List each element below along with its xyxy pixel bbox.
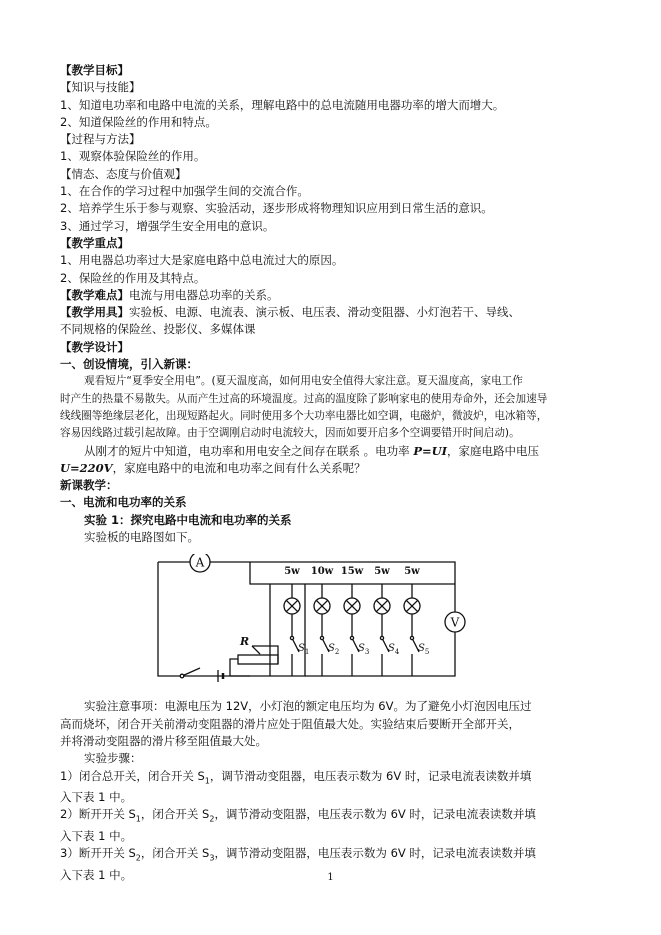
heading-emotion-attitude: 【情态、态度与价值观】: [60, 166, 187, 181]
switch-2-pivot: [320, 637, 323, 640]
question-text-c: ，家庭电路中的电流和电功率之间有什么关系呢？: [112, 460, 366, 475]
intro-paragraph-line-2: 时产生的热量不易散失。从而产生过高的环境温度。过高的温度除了影响家电的使用寿命外，还会加速导: [60, 392, 548, 405]
step-2-text-b: ，闭合开关 S: [140, 807, 210, 822]
switch-1-pivot: [290, 637, 293, 640]
switch-3-subscript: 3: [364, 648, 370, 657]
step-1-text-a: 1）闭合总开关，闭合开关 S: [60, 768, 205, 783]
rail-join: [250, 562, 270, 584]
step-3-line-2: 入下表 1 中。: [60, 867, 133, 882]
page-number: 1: [327, 872, 334, 883]
switch-3-pivot: [350, 637, 353, 640]
section-2-title: 一、电流和电功率的关系: [60, 495, 187, 510]
intro-paragraph-line-4: 容易因线路过载引起故障。由于空调刚启动时电流较大，因而如要开启多个空调要错开时间启动)。: [60, 427, 520, 440]
question-text-a: 从刚才的短片中知道，电功率和用电安全之间存在联系 。电功率: [84, 443, 414, 458]
switch-5-subscript: 5: [424, 648, 430, 657]
emotion-item-1: 1、在合作的学习过程中加强学生间的交流合作。: [60, 184, 309, 199]
rheostat-body: [238, 655, 278, 664]
step-3-sub-2: 3: [209, 853, 215, 863]
heading-key-points: 【教学重点】: [60, 235, 129, 250]
main-switch-pivot: [180, 675, 184, 679]
notes-line-3: 并将滑动变阻器的滑片移至阻值最大处。: [60, 733, 267, 748]
step-1-text-b: ，调节滑动变阻器，电压表示数为 6V 时，记录电流表读数并填: [209, 768, 532, 783]
switch-2-subscript: 2: [334, 648, 340, 657]
switch-4-subscript: 4: [394, 648, 400, 657]
new-lesson-heading: 新课教学：: [60, 478, 118, 493]
emotion-item-3: 3、通过学习，增强学生安全用电的意识。: [60, 218, 275, 233]
key-point-2: 2、保险丝的作用及其特点。: [60, 270, 206, 285]
heading-difficulty: 【教学难点】: [60, 287, 129, 302]
switch-5-pivot: [410, 637, 413, 640]
notes-line-1: 实验注意事项：电源电压为 12V，小灯泡的额定电压均为 6V。为了避免小灯泡因电压过: [84, 699, 532, 714]
heading-teaching-design: 【教学设计】: [60, 339, 129, 354]
board-caption: 实验板的电路图如下。: [84, 530, 199, 545]
intro-paragraph-line-1: 观看短片“夏季安全用电”。(夏天温度高，如何用电安全值得大家注意。夏天温度高，家电工作: [84, 375, 523, 388]
lamp-3-power-label: 15w: [340, 566, 364, 578]
question-paragraph-line-1: [60, 443, 605, 460]
question-text-b: ，家庭电路中电压: [447, 443, 540, 458]
rheostat-slider: [252, 646, 260, 654]
document-page: [60, 62, 605, 884]
step-3-text-b: ，闭合开关 S: [140, 846, 210, 861]
switch-5-label: $S_5$: [418, 643, 430, 657]
question-paragraph-line-2: [60, 460, 605, 477]
switch-1-label: $S_1$: [298, 643, 310, 657]
steps-title: 实验步骤：: [84, 751, 142, 766]
step-2-text-c: ，调节滑动变阻器，电压表示数为 6V 时，记录电流表读数并填: [214, 807, 536, 822]
power-formula: P=UI: [413, 443, 448, 458]
heading-process-method: 【过程与方法】: [60, 132, 141, 147]
step-1-line-2: 入下表 1 中。: [60, 790, 133, 805]
difficulty-line: [60, 287, 605, 304]
process-item-1: 1、观察体验保险丝的作用。: [60, 149, 206, 164]
intro-paragraph-line-3: 线线圈等绝缘层老化，出现短路起火。同时使用多个大功率电器比如空调，电磁炉，微波炉，电冰箱等，: [60, 409, 548, 422]
heading-teaching-goals: 【教学目标】: [60, 63, 129, 77]
lamp-4-power-label: 5w: [374, 566, 390, 578]
heading-tools: 【教学用具】: [60, 305, 129, 320]
lamp-5-power-label: 5w: [404, 566, 420, 578]
switch-1-subscript: 1: [304, 648, 310, 657]
switch-4-pivot: [380, 637, 383, 640]
knowledge-item-2: 2、知道保险丝的作用和特点。: [60, 114, 217, 129]
key-point-1: 1、用电器总功率过大是家庭电路中总电流过大的原因。: [60, 253, 344, 268]
switch-3-label: $S_3$: [358, 643, 370, 657]
step-3-text-a: 3）断开开关 S: [60, 846, 136, 861]
tools-line: [60, 304, 605, 321]
rheostat-lead: [230, 659, 238, 676]
tools-text-1: 实验板、电源、电流表、演示板、电压表、滑动变阻器、小灯泡若干、导线、: [129, 305, 520, 320]
voltage-formula: U=220V: [60, 460, 113, 475]
notes-line-2: 高而烧坏，闭合开关前滑动变阻器的滑片应处于阻值最大处。实验结束后要断开全部开关，: [60, 716, 520, 731]
switch-4-label: $S_4$: [388, 643, 400, 657]
ammeter-label: A: [195, 555, 205, 570]
main-switch: [182, 668, 200, 676]
step-3-sub-1: 2: [135, 853, 141, 863]
circuit-diagram: [130, 554, 510, 694]
step-2-sub-2: 2: [209, 814, 215, 824]
step-2-sub-1: 1: [135, 814, 141, 824]
emotion-item-2: 2、培养学生乐于参与观察、实验活动，逐步形成将物理知识应用到日常生活的意识。: [60, 201, 493, 216]
section-1-title: 一、创设情境，引入新课：: [60, 357, 198, 372]
experiment-1-title: 实验 1：探究电路中电流和电功率的关系: [84, 512, 292, 527]
knowledge-item-1: 1、知道电功率和电路中电流的关系，理解电路中的总电流随用电器功率的增大而增大。: [60, 97, 505, 112]
step-2-line-1: [60, 806, 605, 828]
step-3-text-c: ，调节滑动变阻器，电压表示数为 6V 时，记录电流表读数并填: [214, 846, 536, 861]
step-2-text-a: 2）断开开关 S: [60, 807, 136, 822]
rheostat-label: R: [240, 635, 250, 649]
voltmeter-label: V: [450, 615, 460, 630]
lamp-1-power-label: 5w: [284, 566, 300, 578]
step-3-line-1: [60, 845, 605, 867]
tools-text-2: 不同规格的保险丝、投影仪、多媒体课: [60, 322, 256, 337]
step-2-line-2: 入下表 1 中。: [60, 828, 133, 843]
heading-knowledge-skills: 【知识与技能】: [60, 80, 141, 95]
step-1-line-1: [60, 768, 605, 790]
step-1-sub: 1: [204, 775, 210, 785]
lamp-2-power-label: 10w: [310, 566, 334, 578]
switch-2-label: $S_2$: [328, 643, 340, 657]
difficulty-text: 电流与用电器总功率的关系。: [129, 287, 279, 302]
